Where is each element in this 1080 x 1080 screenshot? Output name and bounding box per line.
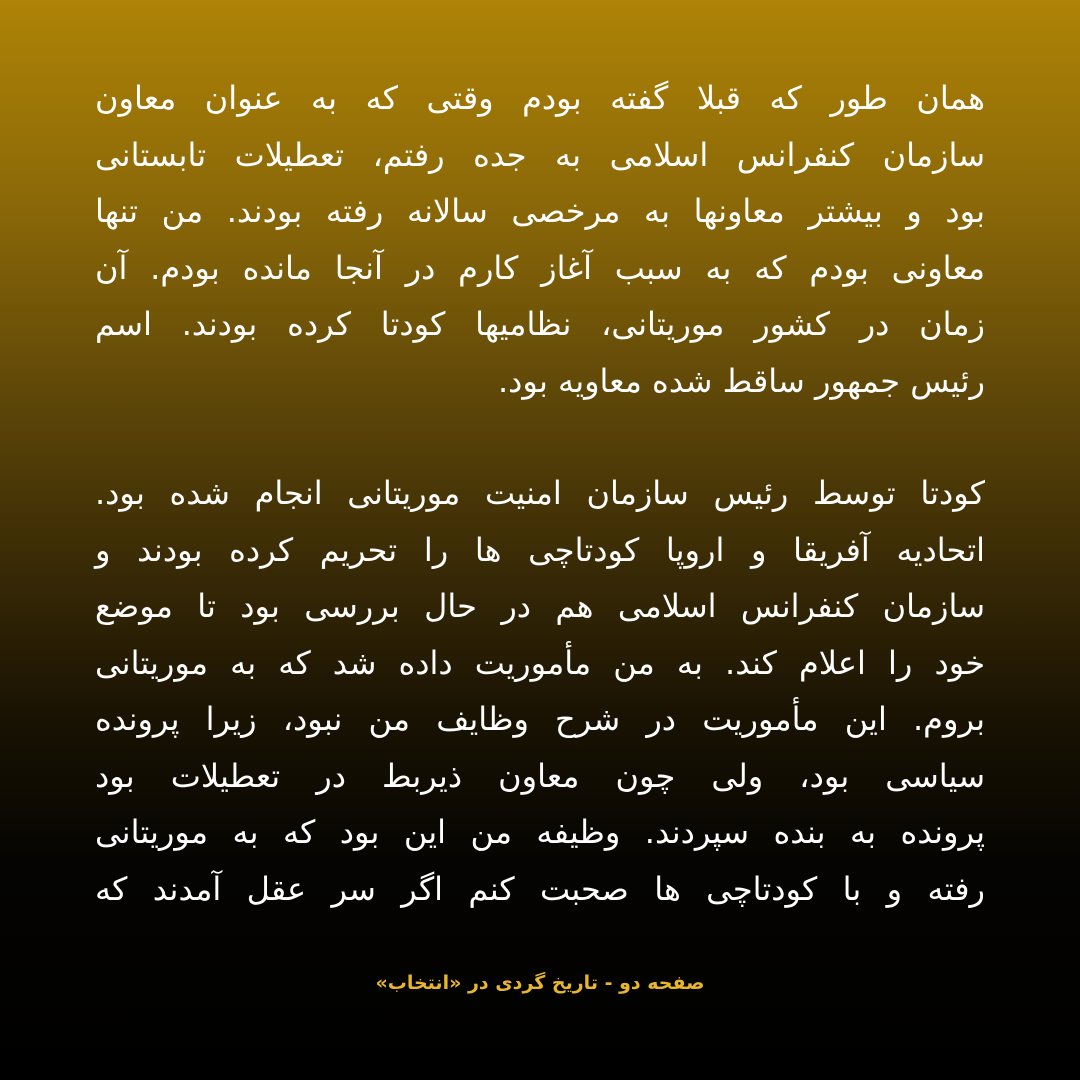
article-body (95, 70, 985, 917)
text-line: سیاسی بود، ولی چون معاون ذیربط در تعطیلات بود (95, 756, 985, 795)
paragraph-1 (95, 70, 985, 409)
text-line: خود را اعلام کند. به من مأموریت داده شد که به موریتانی (95, 643, 985, 682)
text-line: رفته و با کودتاچی ها صحبت کنم اگر سر عقل آمدند که (95, 869, 985, 908)
text-line: سازمان کنفرانس اسلامی هم در حال بررسی بود تا موضع (95, 587, 985, 625)
text-line: رئیس جمهور ساقط شده معاویه بود. (498, 361, 985, 400)
text-line: بروم. این مأموریت در شرح وظایف من نبود، زیرا پرونده (95, 700, 985, 738)
text-line: بود و بیشتر معاونها به مرخصی سالانه رفته بودند. من تنها (95, 192, 985, 230)
paragraph-2 (95, 465, 985, 917)
text-line: زمان در کشور موریتانی، نظامیها کودتا کرده بودند. اسم (95, 305, 985, 343)
footer-caption: صفحه دو - تاریخ گردی در «انتخاب» (375, 972, 705, 994)
text-line: معاونی بودم که به سبب آغاز کارم در آنجا مانده بودم. آن (95, 248, 985, 287)
text-line: اتحادیه آفریقا و اروپا کودتاچی ها را تحریم کرده بودند و (95, 530, 985, 569)
text-line: همان طور که قبلا گفته بودم وقتی که به عنوان معاون (95, 79, 985, 117)
text-line: سازمان کنفرانس اسلامی به جده رفتم، تعطیلات تابستانی (95, 135, 985, 174)
text-line: کودتا توسط رئیس سازمان امنیت موریتانی انجام شده بود. (95, 474, 985, 512)
text-line: پرونده به بنده سپردند. وظیفه من این بود که به موریتانی (95, 813, 985, 851)
